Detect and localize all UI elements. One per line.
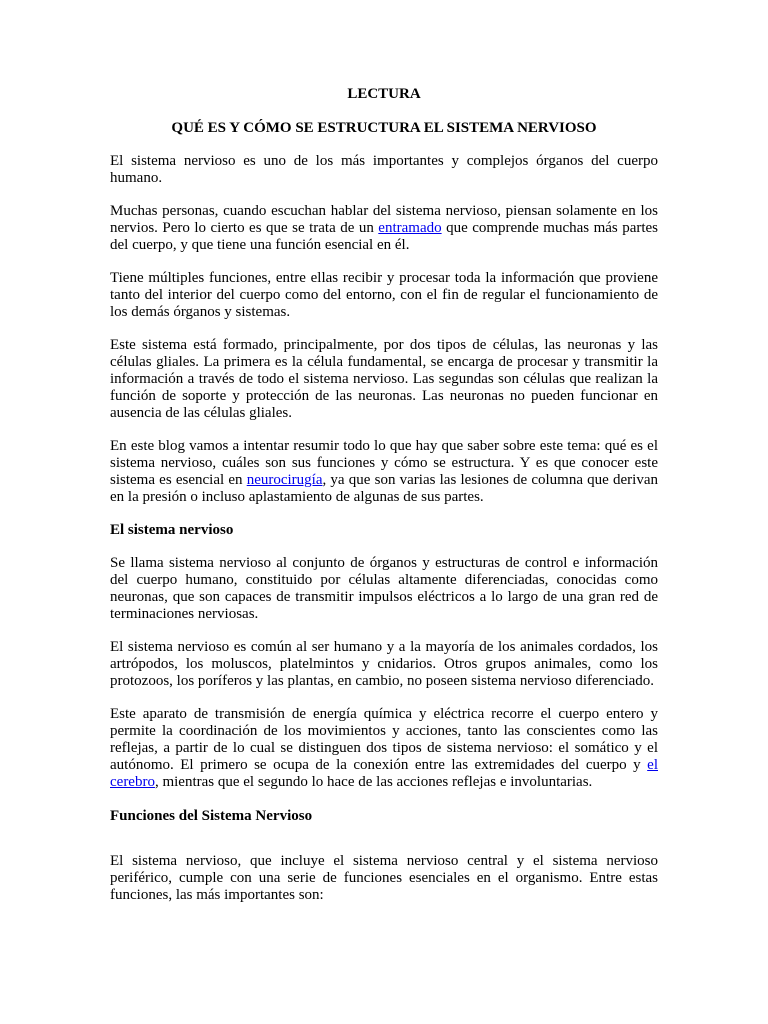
link-el-cerebro[interactable]: el cerebro (110, 757, 658, 790)
paragraph-8-text-a: Este aparato de transmisión de energía química y eléctrica recorre el cuerpo entero y permite la coordinación de los movimientos y acciones, tanto las conscientes como las reflejas, a partir de lo cual se distinguen dos tipos de sistema nervioso: el somático y el autónomo. El primero se ocupa de la conexión entre las extremidades del cuerpo y (110, 706, 658, 773)
paragraph-5-text-a: En este blog vamos a intentar resumir todo lo que hay que saber sobre este tema: qué es el sistema nervioso, cuáles son sus funciones y cómo se estructura. Y es que conocer este sistema es esencial en (110, 438, 658, 488)
section-heading-sistema-nervioso: El sistema nervioso (110, 522, 234, 538)
paragraph-4: Este sistema está formado, principalmente, por dos tipos de células, las neuronas y las células gliales. La primera es la célula fundamental, se encarga de procesar y transmitir la información a través de todo el sistema nervioso. Las segundas son células que realizan la función de soporte y protección de las neuronas. Las neuronas no pueden funcionar en ausencia de las células gliales. (110, 337, 658, 421)
paragraph-5-text-b: , ya que son varias las lesiones de columna que derivan en la presión o incluso aplastamiento de algunas de sus partes. (110, 472, 658, 505)
document-title: LECTURA (347, 86, 421, 102)
link-entramado[interactable]: entramado (378, 220, 442, 236)
section-heading-funciones: Funciones del Sistema Nervioso (110, 808, 313, 824)
paragraph-1: El sistema nervioso es uno de los más importantes y complejos órganos del cuerpo humano. (110, 153, 658, 186)
paragraph-7: El sistema nervioso es común al ser humano y a la mayoría de los animales cordados, los artrópodos, los moluscos, platelmintos y cnidarios. Otros grupos animales, como los protozoos, los poríferos y las plantas, en cambio, no poseen sistema nervioso diferenciado. (110, 639, 658, 689)
paragraph-5 (110, 438, 658, 506)
document-subtitle: QUÉ ES Y CÓMO SE ESTRUCTURA EL SISTEMA NERVIOSO (171, 120, 597, 136)
paragraph-2-text-a: Muchas personas, cuando escuchan hablar del sistema nervioso, piensan solamente en los nervios. Pero lo cierto es que se trata de un (110, 203, 658, 236)
paragraph-2 (110, 203, 658, 254)
paragraph-9: El sistema nervioso, que incluye el sistema nervioso central y el sistema nervioso periférico, cumple con una serie de funciones esenciales en el organismo. Entre estas funciones, las más importantes son: (110, 853, 658, 903)
paragraph-3: Tiene múltiples funciones, entre ellas recibir y procesar toda la información que proviene tanto del interior del cuerpo como del entorno, con el fin de regular el funcionamiento de los demás órganos y sistemas. (110, 270, 658, 320)
paragraph-6: Se llama sistema nervioso al conjunto de órganos y estructuras de control e información del cuerpo humano, constituido por células altamente diferenciadas, conocidas como neuronas, que son capaces de transmitir impulsos eléctricos a lo largo de una gran red de terminaciones nerviosas. (110, 555, 658, 622)
paragraph-2-text-b: que comprende muchas más partes del cuerpo, y que tiene una función esencial en él. (110, 220, 659, 253)
link-neurocirugia[interactable]: neurocirugía (246, 472, 323, 488)
paragraph-8 (110, 706, 658, 791)
paragraph-8-text-b: , mientras que el segundo lo hace de las acciones reflejas e involuntarias. (154, 774, 593, 790)
